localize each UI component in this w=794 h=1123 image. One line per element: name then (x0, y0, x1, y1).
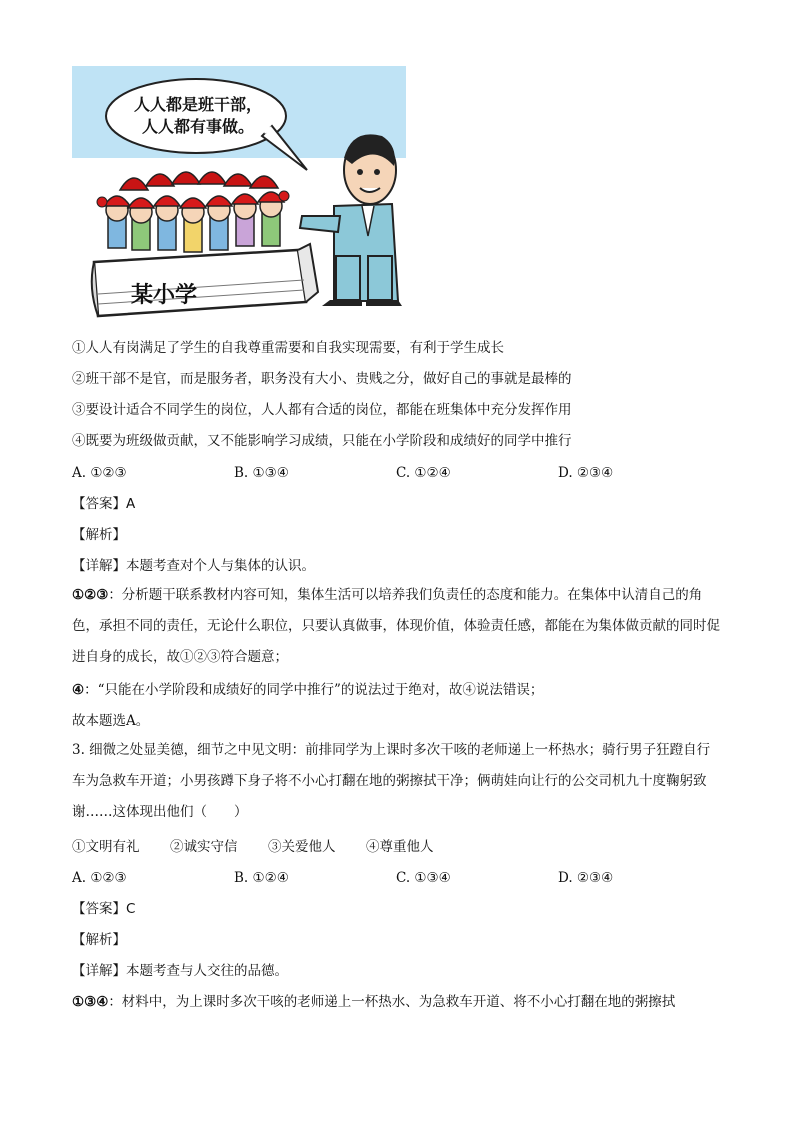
q2-explanation-2-label: ④ (72, 682, 85, 698)
q3-analysis-heading: 【解析】 (72, 932, 126, 948)
choice-2: ②诚实守信 (170, 839, 238, 855)
q2-options (72, 463, 722, 483)
speech-line-1: 人人都是班干部， (133, 95, 263, 114)
q2-explanation-2 (72, 680, 543, 700)
students-group (97, 172, 289, 252)
book (92, 244, 318, 316)
q2-explanation-1 (72, 580, 722, 673)
choice-1: ①文明有礼 (72, 839, 140, 855)
q2-explanation-1-text: ：分析题干联系教材内容可知，集体生活可以培养我们负责任的态度和能力。在集体中认清自己的角色，承担不同的责任，无论什么职位，只要认真做事，体现价值，体验责任感，都能在为集体做贡献的同时促进自身的成长，故①②③符合题意； (72, 587, 720, 665)
choice-3: ③关爱他人 (268, 839, 336, 855)
option-c[interactable]: C. ①②④ (396, 465, 451, 481)
q3-options (72, 868, 722, 888)
q2-answer: 【答案】A (72, 496, 136, 512)
statement-4: ④既要为班级做贡献，又不能影响学习成绩，只能在小学阶段和成绩好的同学中推行 (72, 433, 572, 449)
option-c[interactable]: C. ①③④ (396, 870, 451, 886)
q3-explanation-1-label: ①③④ (72, 994, 109, 1010)
q3-stem: 3. 细微之处显美德，细节之中见文明：前排同学为上课时多次干咳的老师递上一杯热水；骑行男子狂蹬自行车为急救车开道；小男孩蹲下身子将不小心打翻在地的粥擦拭干净；俩萌娃向让行的公交司机九十度鞠躬致谢……这体现出他们（ ） (72, 742, 711, 820)
statement-2: ②班干部不是官，而是服务者，职务没有大小、贵贱之分，做好自己的事就是最棒的 (72, 371, 572, 387)
q2-explanation-1-label: ①②③ (72, 587, 109, 603)
q2-analysis-heading: 【解析】 (72, 527, 126, 543)
q3-explanation-1-text: ：材料中，为上课时多次干咳的老师递上一杯热水、为急救车开道、将不小心打翻在地的粥擦拭 (108, 994, 676, 1010)
q3-detail: 【详解】本题考查与人交往的品德。 (72, 963, 288, 979)
book-label: 某小学 (130, 283, 198, 308)
option-b[interactable]: B. ①③④ (234, 465, 289, 481)
q3-answer: 【答案】C (72, 901, 136, 917)
option-a[interactable]: A. ①②③ (72, 465, 127, 481)
option-d[interactable]: D. ②③④ (558, 870, 614, 886)
statement-3: ③要设计适合不同学生的岗位，人人都有合适的岗位，都能在班集体中充分发挥作用 (72, 402, 572, 418)
q3-explanation-1 (72, 992, 675, 1012)
option-b[interactable]: B. ①②④ (234, 870, 289, 886)
q3-choices (72, 837, 722, 857)
speech-line-2: 人人都有事做。 (141, 117, 255, 136)
option-a[interactable]: A. ①②③ (72, 870, 127, 886)
q2-detail: 【详解】本题考查对个人与集体的认识。 (72, 558, 315, 574)
option-d[interactable]: D. ②③④ (558, 465, 614, 481)
q2-explanation-2-text: ：“只能在小学阶段和成绩好的同学中推行”的说法过于绝对，故④说法错误； (84, 682, 544, 698)
statement-1: ①人人有岗满足了学生的自我尊重需要和自我实现需要，有利于学生成长 (72, 340, 504, 356)
choice-4: ④尊重他人 (366, 839, 434, 855)
cartoon-illustration (72, 66, 406, 322)
q2-conclusion: 故本题选A。 (72, 713, 150, 729)
